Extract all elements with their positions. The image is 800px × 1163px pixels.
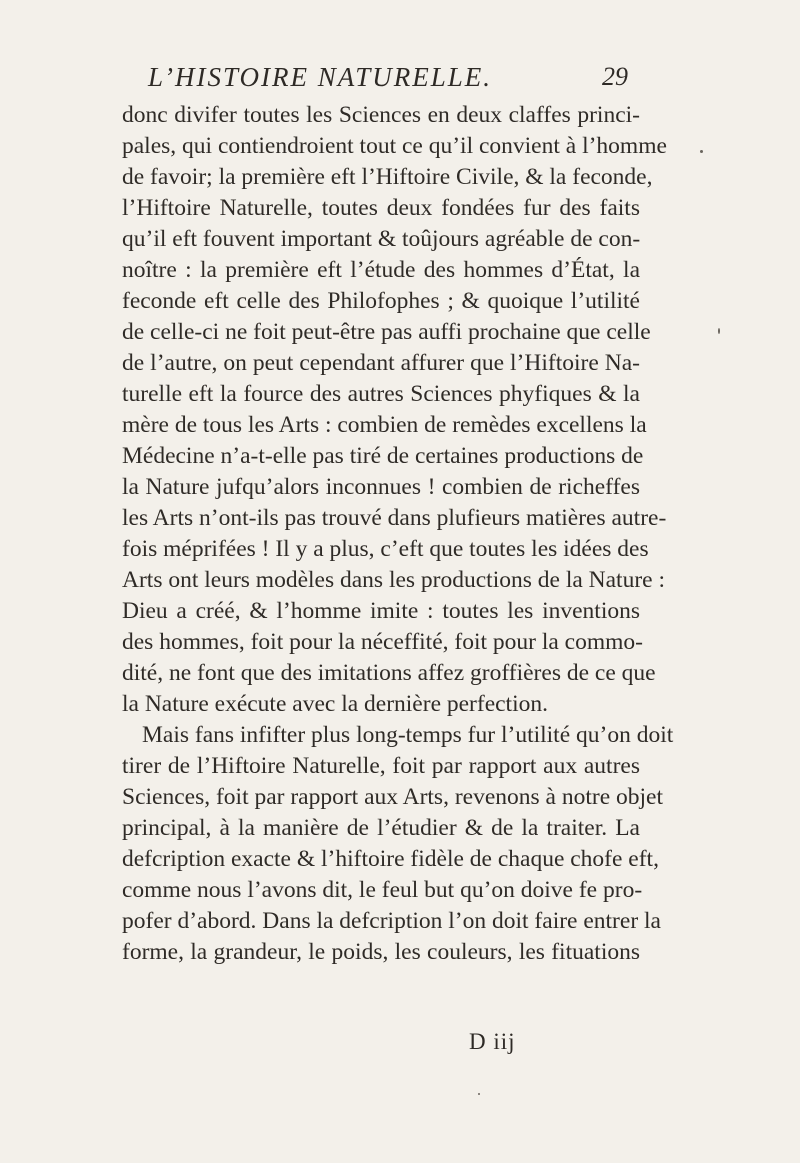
paper-speck (718, 328, 720, 334)
text-line: pales, qui contiendroient tout ce qu’il convient à l’homme (122, 133, 667, 159)
running-head-title: L’HISTOIRE NATURELLE. (148, 62, 493, 92)
text-line: Arts ont leurs modèles dans les productions de la Nature : (122, 567, 665, 593)
text-line: forme, la grandeur, le poids, les couleurs, les fituations (122, 939, 640, 965)
text-line: la Nature jufqu’alors inconnues ! combien de richeffes (122, 474, 640, 500)
text-line: donc divifer toutes les Sciences en deux claffes princi- (122, 102, 640, 128)
text-line: de favoir; la première eft l’Hiftoire Civile, & la feconde, (122, 164, 653, 190)
text-line: defcription exacte & l’hiftoire fidèle de chaque chofe eft, (122, 846, 659, 872)
text-line: des hommes, foit pour la néceffité, foit pour la commo- (122, 629, 643, 655)
text-line: comme nous l’avons dit, le feul but qu’on doive fe pro- (122, 877, 643, 903)
text-line: Sciences, foit par rapport aux Arts, revenons à notre objet (122, 784, 663, 810)
paper-speck (478, 1093, 480, 1095)
text-line: Dieu a créé, & l’homme imite : toutes les inventions (122, 598, 640, 624)
text-line: pofer d’abord. Dans la defcription l’on doit faire entrer la (122, 908, 661, 934)
text-line: mère de tous les Arts : combien de remèdes excellens la (122, 412, 647, 438)
text-line: de l’autre, on peut cependant affurer que l’Hiftoire Na- (122, 350, 640, 376)
page-number: 29 (602, 62, 628, 91)
text-line: turelle eft la fource des autres Sciences phyfiques & la (122, 381, 640, 407)
text-line: fois méprifées ! Il y a plus, c’eft que toutes les idées des (122, 536, 649, 562)
text-line: feconde eft celle des Philofophes ; & quoique l’utilité (122, 288, 640, 314)
text-line: noître : la première eft l’étude des hommes d’État, la (122, 257, 640, 283)
signature-mark: D iij (469, 1029, 516, 1054)
running-head (148, 62, 628, 96)
paragraph-start-line: Mais fans infifter plus long-temps fur l’utilité qu’on doit (142, 722, 674, 748)
text-line: l’Hiftoire Naturelle, toutes deux fondées fur des faits (122, 195, 640, 221)
text-line: Médecine n’a-t-elle pas tiré de certaines productions de (122, 443, 644, 469)
text-line: qu’il eft fouvent important & toûjours agréable de con- (122, 226, 641, 252)
text-line: les Arts n’ont-ils pas trouvé dans plufieurs matières autre- (122, 505, 667, 531)
paragraph-end-line: la Nature exécute avec la dernière perfection. (122, 691, 548, 717)
text-line: dité, ne font que des imitations affez groffières de ce que (122, 660, 656, 686)
text-line: de celle-ci ne foit peut-être pas auffi prochaine que celle (122, 319, 651, 345)
text-line: tirer de l’Hiftoire Naturelle, foit par rapport aux autres (122, 753, 640, 779)
text-line: principal, à la manière de l’étudier & de la traiter. La (122, 815, 640, 841)
paper-speck (700, 150, 703, 153)
body-text (122, 100, 674, 968)
